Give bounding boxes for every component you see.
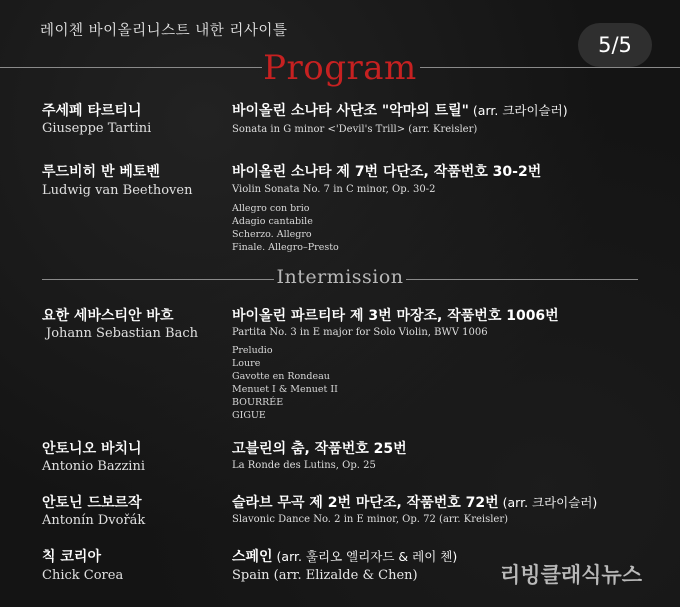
- intermission-label: Intermission: [276, 266, 404, 288]
- composer-ko: 주세페 타르티니: [42, 103, 142, 119]
- work-title-ko: 바이올린 파르티타 제 3번 마장조, 작품번호 1006번: [232, 308, 559, 324]
- composer-en: Ludwig van Beethoven: [42, 183, 193, 198]
- work-title-en: Sonata in G minor <'Devil's Trill> (arr. Kreisler): [232, 124, 478, 135]
- page-indicator[interactable]: 5/5: [578, 23, 652, 67]
- composer-en: Antonio Bazzini: [42, 459, 145, 474]
- movement-item: Adagio cantabile: [232, 216, 313, 227]
- movement-item: Menuet I & Menuet II: [232, 384, 338, 395]
- composer-ko: 안토니오 바치니: [42, 441, 142, 457]
- program-title: Program: [263, 48, 417, 88]
- composer-ko: 칙 코리아: [42, 549, 101, 565]
- movement-item: BOURRÉE: [232, 397, 284, 408]
- composer-en: Giuseppe Tartini: [42, 121, 152, 136]
- movement-item: Scherzo. Allegro: [232, 229, 312, 240]
- movement-item: Gavotte en Rondeau: [232, 371, 330, 382]
- movement-item: Preludio: [232, 345, 273, 356]
- movement-item: Finale. Allegro–Presto: [232, 242, 339, 253]
- work-title-ko: 스페인 (arr. 훌리오 엘리자드 & 레이 첸): [232, 549, 458, 565]
- composer-en: Chick Corea: [42, 568, 124, 583]
- movement-list: [232, 344, 338, 422]
- work-title-ko: 바이올린 소나타 제 7번 다단조, 작품번호 30-2번: [232, 164, 542, 180]
- work-title-ko: 바이올린 소나타 사단조 "악마의 트릴" (arr. 크라이슬러): [232, 103, 568, 119]
- work-title-en: Partita No. 3 in E major for Solo Violin, BWV 1006: [232, 327, 488, 338]
- composer-ko: 안토닌 드보르작: [42, 495, 142, 511]
- movement-item: Allegro con brio: [232, 203, 310, 214]
- work-title-en: La Ronde des Lutins, Op. 25: [232, 460, 376, 471]
- movement-item: GIGUE: [232, 410, 266, 421]
- composer-en: Johann Sebastian Bach: [46, 326, 198, 341]
- composer-en: Antonín Dvořák: [42, 513, 146, 528]
- work-title-en: Violin Sonata No. 7 in C minor, Op. 30-2: [232, 184, 436, 195]
- publisher-watermark: 리빙클래식뉴스: [500, 563, 643, 587]
- work-title-ko: 고블린의 춤, 작품번호 25번: [232, 441, 407, 457]
- work-title-en: Slavonic Dance No. 2 in E minor, Op. 72 (arr. Kreisler): [232, 514, 509, 525]
- movement-item: Loure: [232, 358, 261, 369]
- work-title-en: Spain (arr. Elizalde & Chen): [232, 568, 418, 583]
- composer-ko: 요한 세바스티안 바흐: [42, 308, 174, 324]
- event-title: 레이첸 바이올리니스트 내한 리사이틀: [40, 23, 288, 39]
- composer-ko: 루드비히 반 베토벤: [42, 164, 160, 180]
- movement-list: [232, 202, 339, 254]
- work-title-ko: 슬라브 무곡 제 2번 마단조, 작품번호 72번 (arr. 크라이슬러): [232, 495, 598, 511]
